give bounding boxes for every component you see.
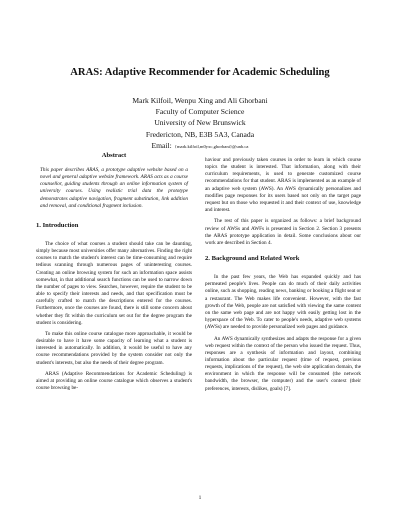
intro-paragraph-1: The choice of what courses a student should take can be daunting, simply because most universities offer many alternatives. Finding the right courses to match the student's interest can be time-consuming and require tedious scanning through numerous pages of uninteresting courses. Creating an online browsing system for such an information space assists somewhat, in that additional search functions can be used to narrow down the number of pages to view. Searches, however, require the student to be able to specify their interests and needs, and that specification must be carefully crafted to match the descriptions entered for the courses. Furthermore, once the courses are found, there is still some concern about whether they fit within the curriculum set out for the degree program the student is considering.	[36, 240, 192, 326]
email-address: {mark.kilfoil,m0yxc,ghorbani}@unb.ca	[174, 143, 249, 149]
author-faculty: Faculty of Computer Science	[155, 107, 245, 117]
author-address: Fredericton, NB, E3B 5A3, Canada	[145, 129, 255, 139]
intro-paragraph-3: ARAS (Adaptive Recommendations for Academic Scheduling) is aimed at providing an online course catalogue which observes a student's course browsing be-	[36, 370, 192, 392]
right-column	[205, 157, 361, 397]
abstract-text: This paper describes ARAS, a prototype adaptive website based on a novel and general adaptive website framework. ARAS acts as a course counsellor, guiding students through an online information system of university courses. Using realistic trial data the prototype demonstrates adaptive navigation, fragment substitution, link addition and removal, and conditional fragment inclusion.	[40, 167, 188, 209]
page-number: 1	[198, 495, 202, 501]
section-2-heading: 2. Background and Related Work	[205, 255, 300, 263]
background-paragraph-1: In the past few years, the Web has expanded quickly and has permeated people's lives. People can do much of their daily activities online, such as shopping, reading news, banking or booking a flight seat or a restaurant. The Web makes life convenient. However, with the fast growth of the Web, people are not satisfied with viewing the same content on the same web page and are not happy with easily getting lost in the hyperspace of the Web. To cater to people's needs, adaptive web systems (AWSs) are needed to provide personalized web pages and guidance.	[205, 274, 361, 331]
paper-title: ARAS: Adaptive Recommender for Academic Scheduling	[70, 67, 330, 78]
email-label: Email:	[151, 140, 172, 150]
section-1-heading: 1. Introduction	[36, 221, 79, 229]
organization-paragraph: The rest of this paper is organized as follows: a brief background review of AWSs and AWFs is presented in Section 2. Section 3 presents the ARAS prototype application in detail. Some conclusions about our work are described in Section 4.	[205, 218, 361, 246]
intro-paragraph-2: To make this online course catalogue more approachable, it would be desirable to have it have some capacity of learning what a student is interested in automatically. In addition, it would be useful to have any course recommendations provided by the system consider not only the student's interests, but also the needs of their degree program.	[36, 331, 192, 366]
author-names: Mark Kilfoil, Wenpu Xing and Ali Ghorbani	[132, 96, 268, 105]
abstract-heading: Abstract	[101, 152, 127, 159]
intro-continued-paragraph: haviour and previously taken courses in order to learn in which course topics the student is interested. That information, along with their curriculum requirements, is used to generate customized course recommendations for that student. ARAS is implemented as an example of an adaptive web system (AWS). An AWS dynamically personalizes and modifies page responses for its users based not only on the target page request but on those who requested it and their context of use, knowledge and interest.	[205, 157, 361, 214]
author-email-line	[0, 140, 400, 152]
background-paragraph-2: An AWS dynamically synthesizes and adapts the response for a given web request within the context of the person who issued the request. Thus, responses are a synthesis of information and layout, combining information about the particular request (time of request, previous requests, implications of the request), the web site application domain, the environment in which the response will be consumed (the network bandwidth, the browser, the computer) and the user's context (their preferences, interests, dislikes, goals) [7].	[205, 335, 361, 392]
author-block	[0, 95, 400, 152]
left-column	[36, 152, 192, 397]
author-university: University of New Brunswick	[154, 118, 246, 128]
